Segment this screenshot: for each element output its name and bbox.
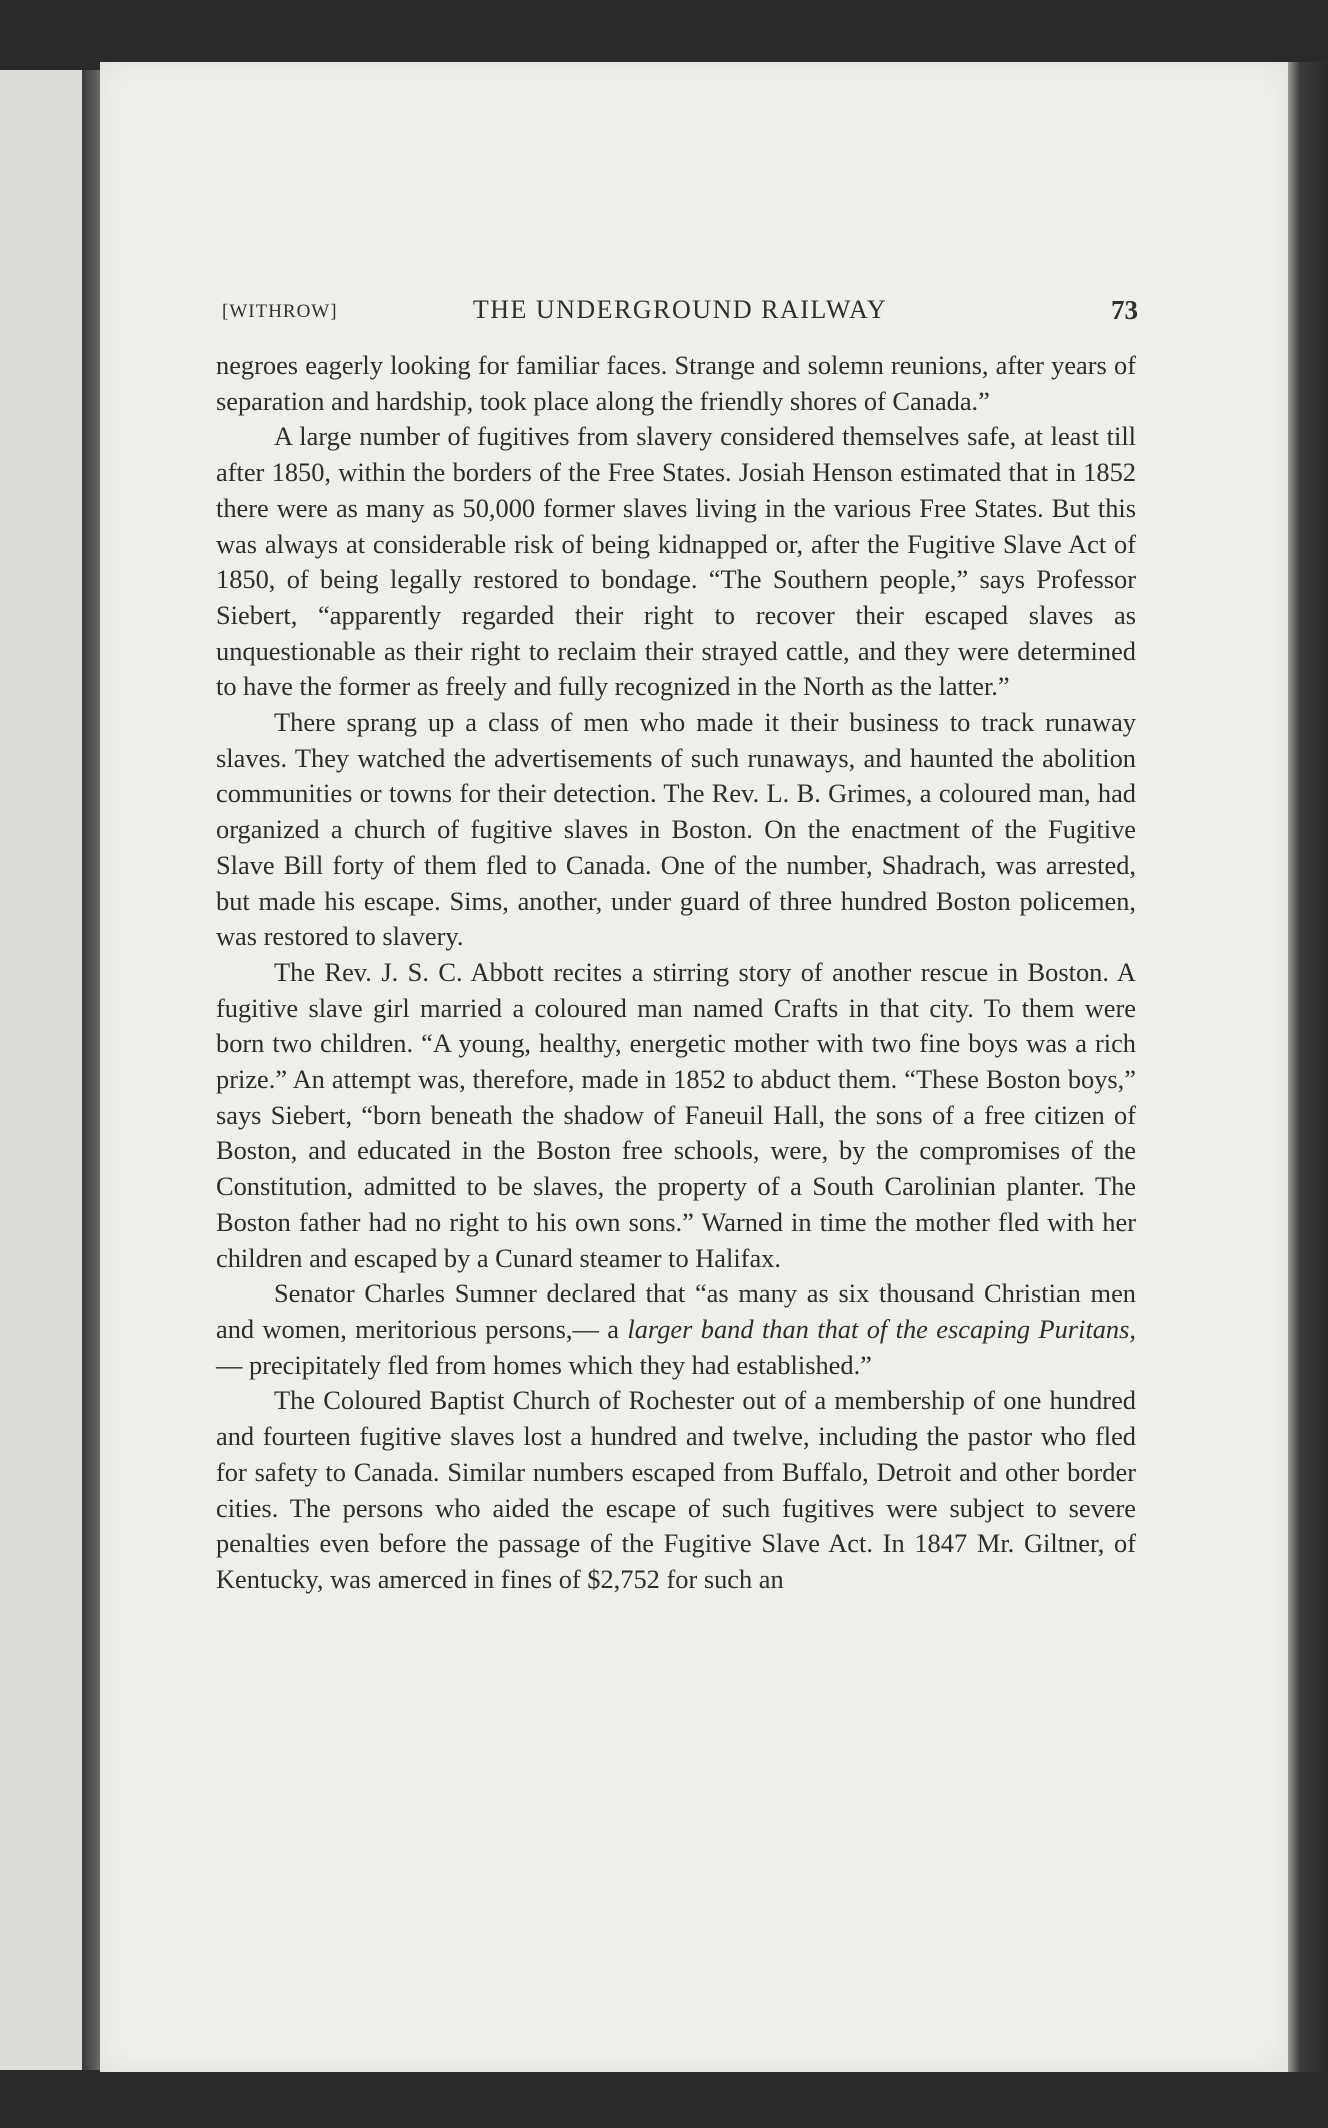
running-head xyxy=(222,295,1138,331)
paragraph-1: negroes eagerly looking for familiar faces. Strange and solemn reunions, after years of separation and hardship, took place along the friendly shores of Canada.” xyxy=(216,350,1136,416)
paragraph-5-start: Senator Charles Sumner declared that “as many as six thousand Christian men and women, meritorious persons,— a xyxy=(216,1278,1136,1344)
running-title: THE UNDERGROUND RAILWAY xyxy=(472,295,888,324)
previous-page-edge xyxy=(0,70,82,2070)
body-text xyxy=(216,348,1136,1598)
paragraph-6: The Coloured Baptist Church of Rochester out of a membership of one hundred and fourteen fugitive slaves lost a hundred and twelve, including the pastor who fled for safety to Canada. Similar numbers escaped from Buffalo, Detroit and other border cities. The persons who aided the escape of such fugitives were subject to severe penalties even before the passage of the Fugitive Slave Act. In 1847 Mr. Giltner, of Kentucky, was amerced in fines of $2,752 for such an xyxy=(216,1385,1136,1594)
paragraph-2: A large number of fugitives from slavery considered themselves safe, at least till after 1850, within the borders of the Free States. Josiah Henson estimated that in 1852 there were as many as 50,000 former slaves living in the various Free States. But this was always at considerable risk of being kidnapped or, after the Fugitive Slave Act of 1850, of being legally restored to bondage. “The Southern people,” says Professor Siebert, “apparently regarded their right to recover their escaped slaves as unquestionable as their right to reclaim their strayed cattle, and they were determined to have the former as freely and fully recognized in the North as the latter.” xyxy=(216,421,1136,702)
author-tag: [WITHROW] xyxy=(222,301,338,322)
paragraph-5 xyxy=(216,1276,1136,1383)
paragraph-3: There sprang up a class of men who made it their business to track runaway slaves. They watched the advertisements of such runaways, and haunted the abolition communities or towns for their detection. The Rev. L. B. Grimes, a coloured man, had organized a church of fugitive slaves in Boston. On the enactment of the Fugitive Slave Bill forty of them fled to Canada. One of the number, Shadrach, was arrested, but made his escape. Sims, another, under guard of three hundred Boston policemen, was restored to slavery. xyxy=(216,707,1136,952)
page-edge-right xyxy=(1288,62,1328,2128)
paragraph-4: The Rev. J. S. C. Abbott recites a stirring story of another rescue in Boston. A fugitive slave girl married a coloured man named Crafts in that city. To them were born two children. “A young, healthy, energetic mother with two fine boys was a rich prize.” An attempt was, therefore, made in 1852 to abduct them. “These Boston boys,” says Siebert, “born beneath the shadow of Faneuil Hall, the sons of a free citizen of Boston, and educated in the Boston free schools, were, by the compromises of the Constitution, admitted to be slaves, the property of a South Carolinian planter. The Boston father had no right to his own sons.” Warned in time the mother fled with her children and escaped by a Cunard steamer to Halifax. xyxy=(216,956,1136,1273)
binding-shadow xyxy=(82,70,100,2070)
paragraph-5-end: — precipitately fled from homes which they had established.” xyxy=(216,1349,872,1380)
page-number: 73 xyxy=(1111,295,1138,325)
paragraph-5-italic: larger band than that of the escaping Puritans, xyxy=(627,1313,1136,1344)
page-bottom-shadow xyxy=(0,2072,1328,2128)
